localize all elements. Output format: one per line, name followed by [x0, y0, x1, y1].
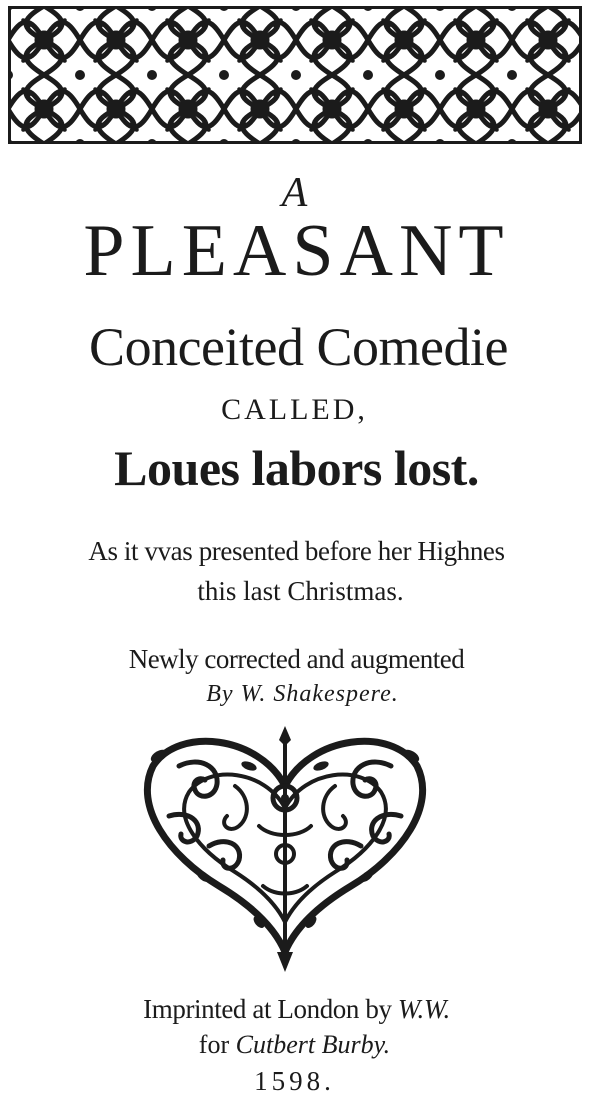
play-title: Loues labors lost.: [114, 440, 479, 496]
publication-year: 1598.: [254, 1066, 335, 1096]
printers-ornament: [139, 726, 431, 972]
publisher-name: Cutbert Burby.: [235, 1030, 391, 1059]
title-called: CALLED,: [221, 393, 368, 426]
title-article: A: [281, 170, 308, 216]
printer-initials: W.W.: [397, 994, 450, 1024]
performance-note-line2: this last Christmas.: [197, 576, 404, 606]
ornamental-border-band: [8, 6, 582, 144]
title-conceited-comedie: Conceited Comedie: [89, 317, 508, 377]
imprint-place: Imprinted at London by: [143, 994, 398, 1024]
imprint-line: [2, 996, 589, 1023]
edition-note: Newly corrected and augmented: [128, 644, 465, 674]
author-line: By W. Shakespere.: [206, 681, 399, 707]
publisher-prefix: for: [198, 1030, 236, 1059]
performance-note-line1: As it vvas presented before her Highnes: [88, 536, 505, 566]
title-pleasant: PLEASANT: [83, 210, 510, 292]
publisher-line: [0, 1032, 589, 1058]
